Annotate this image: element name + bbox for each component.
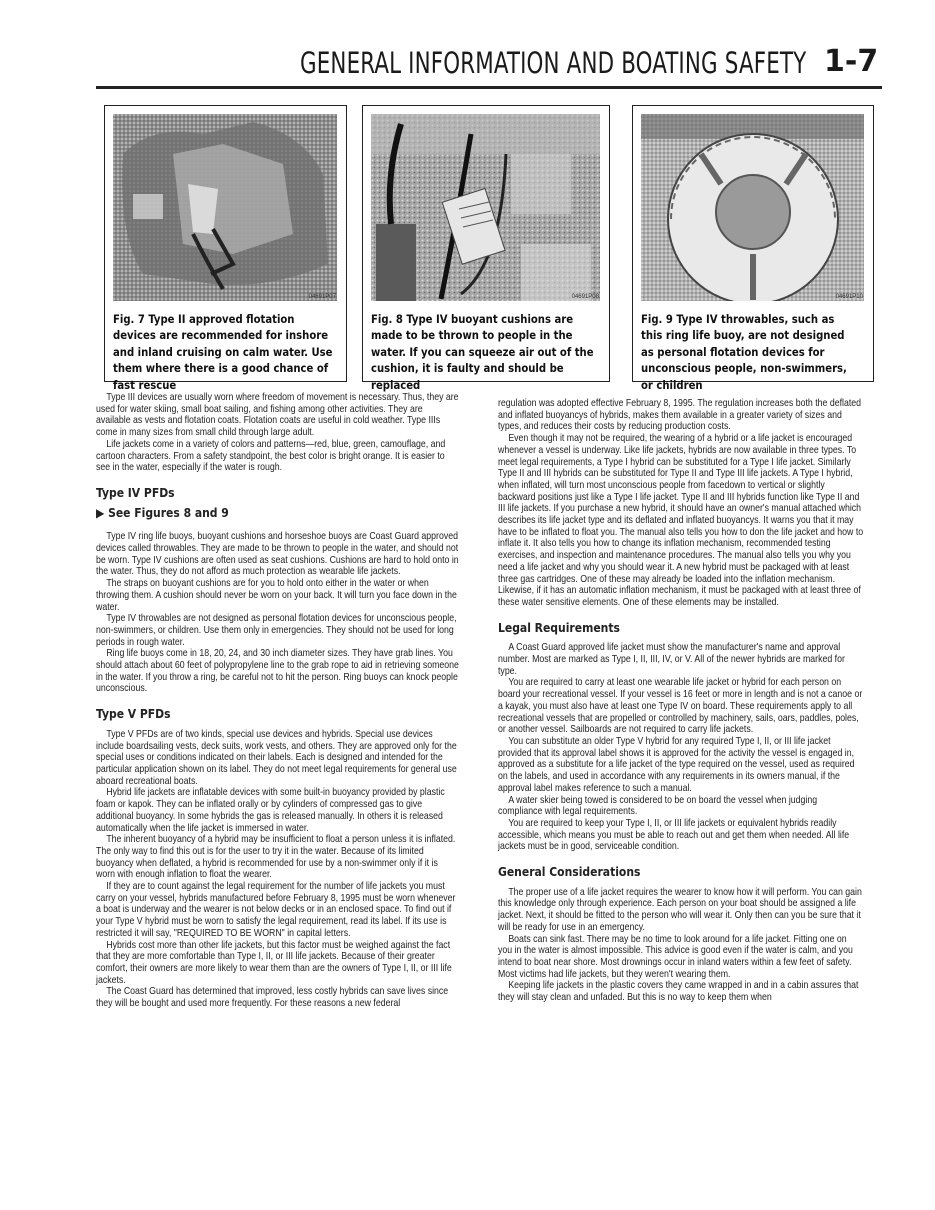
paragraph: The inherent buoyancy of a hybrid may be insufficient to float a person unless it is inflated. The only way to find this out is for the user to try it in the water. Because of its limited buoyancy when deflated, a hybrid is recommended for use by a non-swimmer only if it is worn with enough inflation to float the wearer. — [96, 834, 456, 881]
paragraph: The proper use of a life jacket requires the wearer to know how it will perform. You can gain this knowledge only through experience. Each person on your boat should be assigned a life jacket. Next, it should be fitted to the person who will wear it. Only then can you be sure that it will be ready for use in an emergency. — [498, 886, 862, 933]
paragraph: You can substitute an older Type V hybrid for any required Type I, II, or III life jacket provided that its approval label shows it is approved for the activity the vessel is engaged in, approved as a substitute for a life jacket of the type required on the vessel, used as required on the labels, and used in accordance with any requirements in its owners manual, if the approval label makes reference to such a manual. — [498, 735, 855, 794]
paragraph: If they are to count against the legal requirement for the number of life jackets you must carry on your vessel, hybrids manufactured before February 8, 1995 must be worn whenever a boat is underway and the wearer is not below decks or in an enclosed space. To find out if your Type V hybrid must be worn to satisfy the legal requirement, read its label. If its use is restricted it will say, "REQUIRED TO BE WORN" in capital letters. — [96, 881, 456, 939]
paragraph: Type V PFDs are of two kinds, special use devices and hybrids. Special use devices include boardsailing vests, deck suits, work vests, and others. They are approved only for the special uses or conditions indicated on their labels. Each is designed and intended for the particular application shown on its label. They do not meet legal requirements for general use aboard recreational boats. — [96, 728, 457, 787]
figure-9-photo — [641, 114, 864, 301]
section-heading-general: General Considerations — [498, 865, 641, 880]
paragraph: The Coast Guard has determined that improved, less costly hybrids can save lives since they will be bought and used more frequently. For these reasons a new federal — [96, 986, 449, 1010]
paragraph: Life jackets come in a variety of colors and patterns—red, blue, green, camouflage, and cartoon characters. From a safety standpoint, the best color is bright orange. It is easier to see in the water, especially if the water is rough. — [96, 438, 446, 474]
paragraph: Type IV ring life buoys, buoyant cushions and horseshoe buoys are Coast Guard approved devices called throwables. They are made to be thrown to people in the water, and should not be worn. Type IV cushions are often used as seat cushions. Cushions are hard to hold onto in the water. Thus, they do not afford as much protection as wearable life jackets. — [96, 531, 459, 578]
paragraph: regulation was adopted effective February 8, 1995. The regulation increases both the deflated and inflated buoyancys of hybrids, makes them available in a greater variety of sizes and types, and reduces their costs by reducing production costs. — [498, 398, 862, 433]
figure-7 — [104, 105, 347, 392]
ring-buoy-image — [641, 114, 864, 301]
paragraph: The straps on buoyant cushions are for you to hold onto either in the water or when throwing them. A cushion should never be worn on your back. It will turn you face down in the water. — [96, 578, 457, 613]
paragraph: Ring life buoys come in 18, 20, 24, and 30 inch diameter sizes. They have grab lines. You should attach about 60 feet of polypropylene line to the grab rope to aid in retrieving someone in the water. If you throw a ring, be careful not to hit the person. Ring buoys can knock people unconscious. — [96, 648, 459, 695]
paragraph: You are required to carry at least one wearable life jacket or hybrid for each person on board your recreational vessel. If your vessel is 16 feet or more in length and is not a canoe or a kayak, you must also have at least one Type IV on board. These requirements apply to all recreational vessels that are propelled or controlled by machinery, sails, oars, paddles, poles, or another vessel. Sailboards are not required to carry life jackets. — [498, 677, 863, 736]
paragraph: Even though it may not be required, the wearing of a hybrid or a life jacket is encouraged whenever a vessel is underway. Like life jackets, hybrids are now available in three types. To meet legal requirements, a Type I hybrid can be substituted for a Type I life jacket. Similarly Type II and III hybrids can be substituted for Type II and Type III life jackets. A Type I hybrid, when inflated, will turn most unconscious people from facedown to vertical or slightly backward positions just like a Type I life jacket. Type II and III hybrids function like Type II and III life jackets. If you purchase a new hybrid, it should have an owner's manual attached which describes its life jacket type and its deflated and inflated buoyancys. It warns you that it may have to be inflated to float you. The manual also tells you how to don the life jacket and how to inflate it. It also tells you how to change its inflation mechanism, recommended testing exercises, and inspection and maintenance procedures. The manual also tells you why you need a life jacket and why you should wear it. A new hybrid must be packaged with at least three gas cartridges. One of these may already be loaded into the inflation mechanism. Likewise, if it has an automatic inflation mechanism, it must be packaged with at least three of these water sensitive elements. One of these elements may be installed. — [498, 433, 864, 608]
figure-8-photo — [371, 114, 600, 301]
figure-7-photo — [113, 114, 337, 301]
paragraph: Type IV throwables are not designed as personal flotation devices for unconscious people, non-swimmers, or children. Use them only in emergencies. They should not be used for long periods in rough water. — [96, 613, 457, 648]
paragraph: Keeping life jackets in the plastic covers they came wrapped in and in a cabin assures that they will stay clean and unfaded. But this is no way to keep them when — [498, 980, 859, 1004]
figure-7-code: 04691P07 — [308, 294, 336, 300]
section-heading-type-v: Type V PFDs — [96, 707, 171, 722]
page-title: GENERAL INFORMATION AND BOATING SAFETY — [300, 46, 807, 80]
paragraph: A Coast Guard approved life jacket must show the manufacturer's name and approval number. Most are marked as Type I, II, III, IV, or V. All of the newer hybrids are marked for type. — [498, 642, 845, 677]
section-heading-legal: Legal Requirements — [498, 620, 620, 635]
section-heading-type-iv: Type IV PFDs — [96, 485, 175, 500]
page-number: 1-7 — [824, 44, 879, 79]
figure-7-caption: Fig. 7 Type II approved flotation devices are recommended for inshore and inland cruising on calm water. Use them where there is a good chance of fast rescue — [113, 313, 333, 392]
paragraph: You are required to keep your Type I, II, or III life jackets or equivalent hybrids readily accessible, which means you must be able to reach out and get them when needed. All life jackets must be in good, serviceable condition. — [498, 817, 850, 853]
see-figures-text: See Figures 8 and 9 — [108, 505, 229, 520]
figure-9-caption: Fig. 9 Type IV throwables, such as this ring life buoy, are not designed as personal flotation devices for unconscious people, non-swimmers, or children — [641, 313, 847, 392]
left-column — [96, 392, 460, 1010]
figure-8-code: 04691P08 — [571, 294, 599, 300]
figure-9-code: 04691P10 — [835, 294, 863, 300]
paragraph: Hybrids cost more than other life jackets, but this factor must be weighed against the fact that they are more comfortable than Type I, II, or III life jackets. Because of their greater comfort, their owners are more likely to wear them than are the owners of Type I, II, or III life jackets. — [96, 939, 452, 986]
figure-9 — [632, 105, 874, 392]
header-rule — [96, 86, 882, 89]
figure-8 — [362, 105, 610, 392]
paragraph: Type III devices are usually worn where freedom of movement is necessary. Thus, they are used for water skiing, small boat sailing, and fishing among other activities. They are available as vests and flotation coats. Flotation coats are useful in cold weather. Type IIIs come in many sizes from small child through large adult. — [96, 392, 459, 439]
life-vest-image — [113, 114, 337, 301]
figure-8-caption: Fig. 8 Type IV buoyant cushions are made to be thrown to people in the water. If you can squeeze air out of the cushion, it is faulty and should be replaced — [371, 313, 594, 392]
paragraph: Hybrid life jackets are inflatable devices with some built-in buoyancy provided by plastic foam or kapok. They can be inflated orally or by cylinders of compressed gas to give additional buoyancy. In some hybrids the gas is released manually. In others it is released automatically when the life jacket is immersed in water. — [96, 787, 445, 834]
right-column — [498, 398, 864, 1004]
buoyant-cushion-image — [371, 114, 600, 301]
see-figures-reference — [96, 505, 460, 520]
triangle-bullet-icon: ▶ — [96, 505, 109, 520]
page-header — [0, 0, 935, 90]
paragraph: A water skier being towed is considered to be on board the vessel when judging compliance with legal requirements. — [498, 794, 818, 818]
paragraph: Boats can sink fast. There may be no time to look around for a life jacket. Fitting one on you in the water is almost impossible. This advice is good even if the water is calm, and you intend to boat near shore. Most drownings occur in inland waters within a few feet of safety. Most victims had life jackets, but they weren't wearing them. — [498, 933, 853, 980]
